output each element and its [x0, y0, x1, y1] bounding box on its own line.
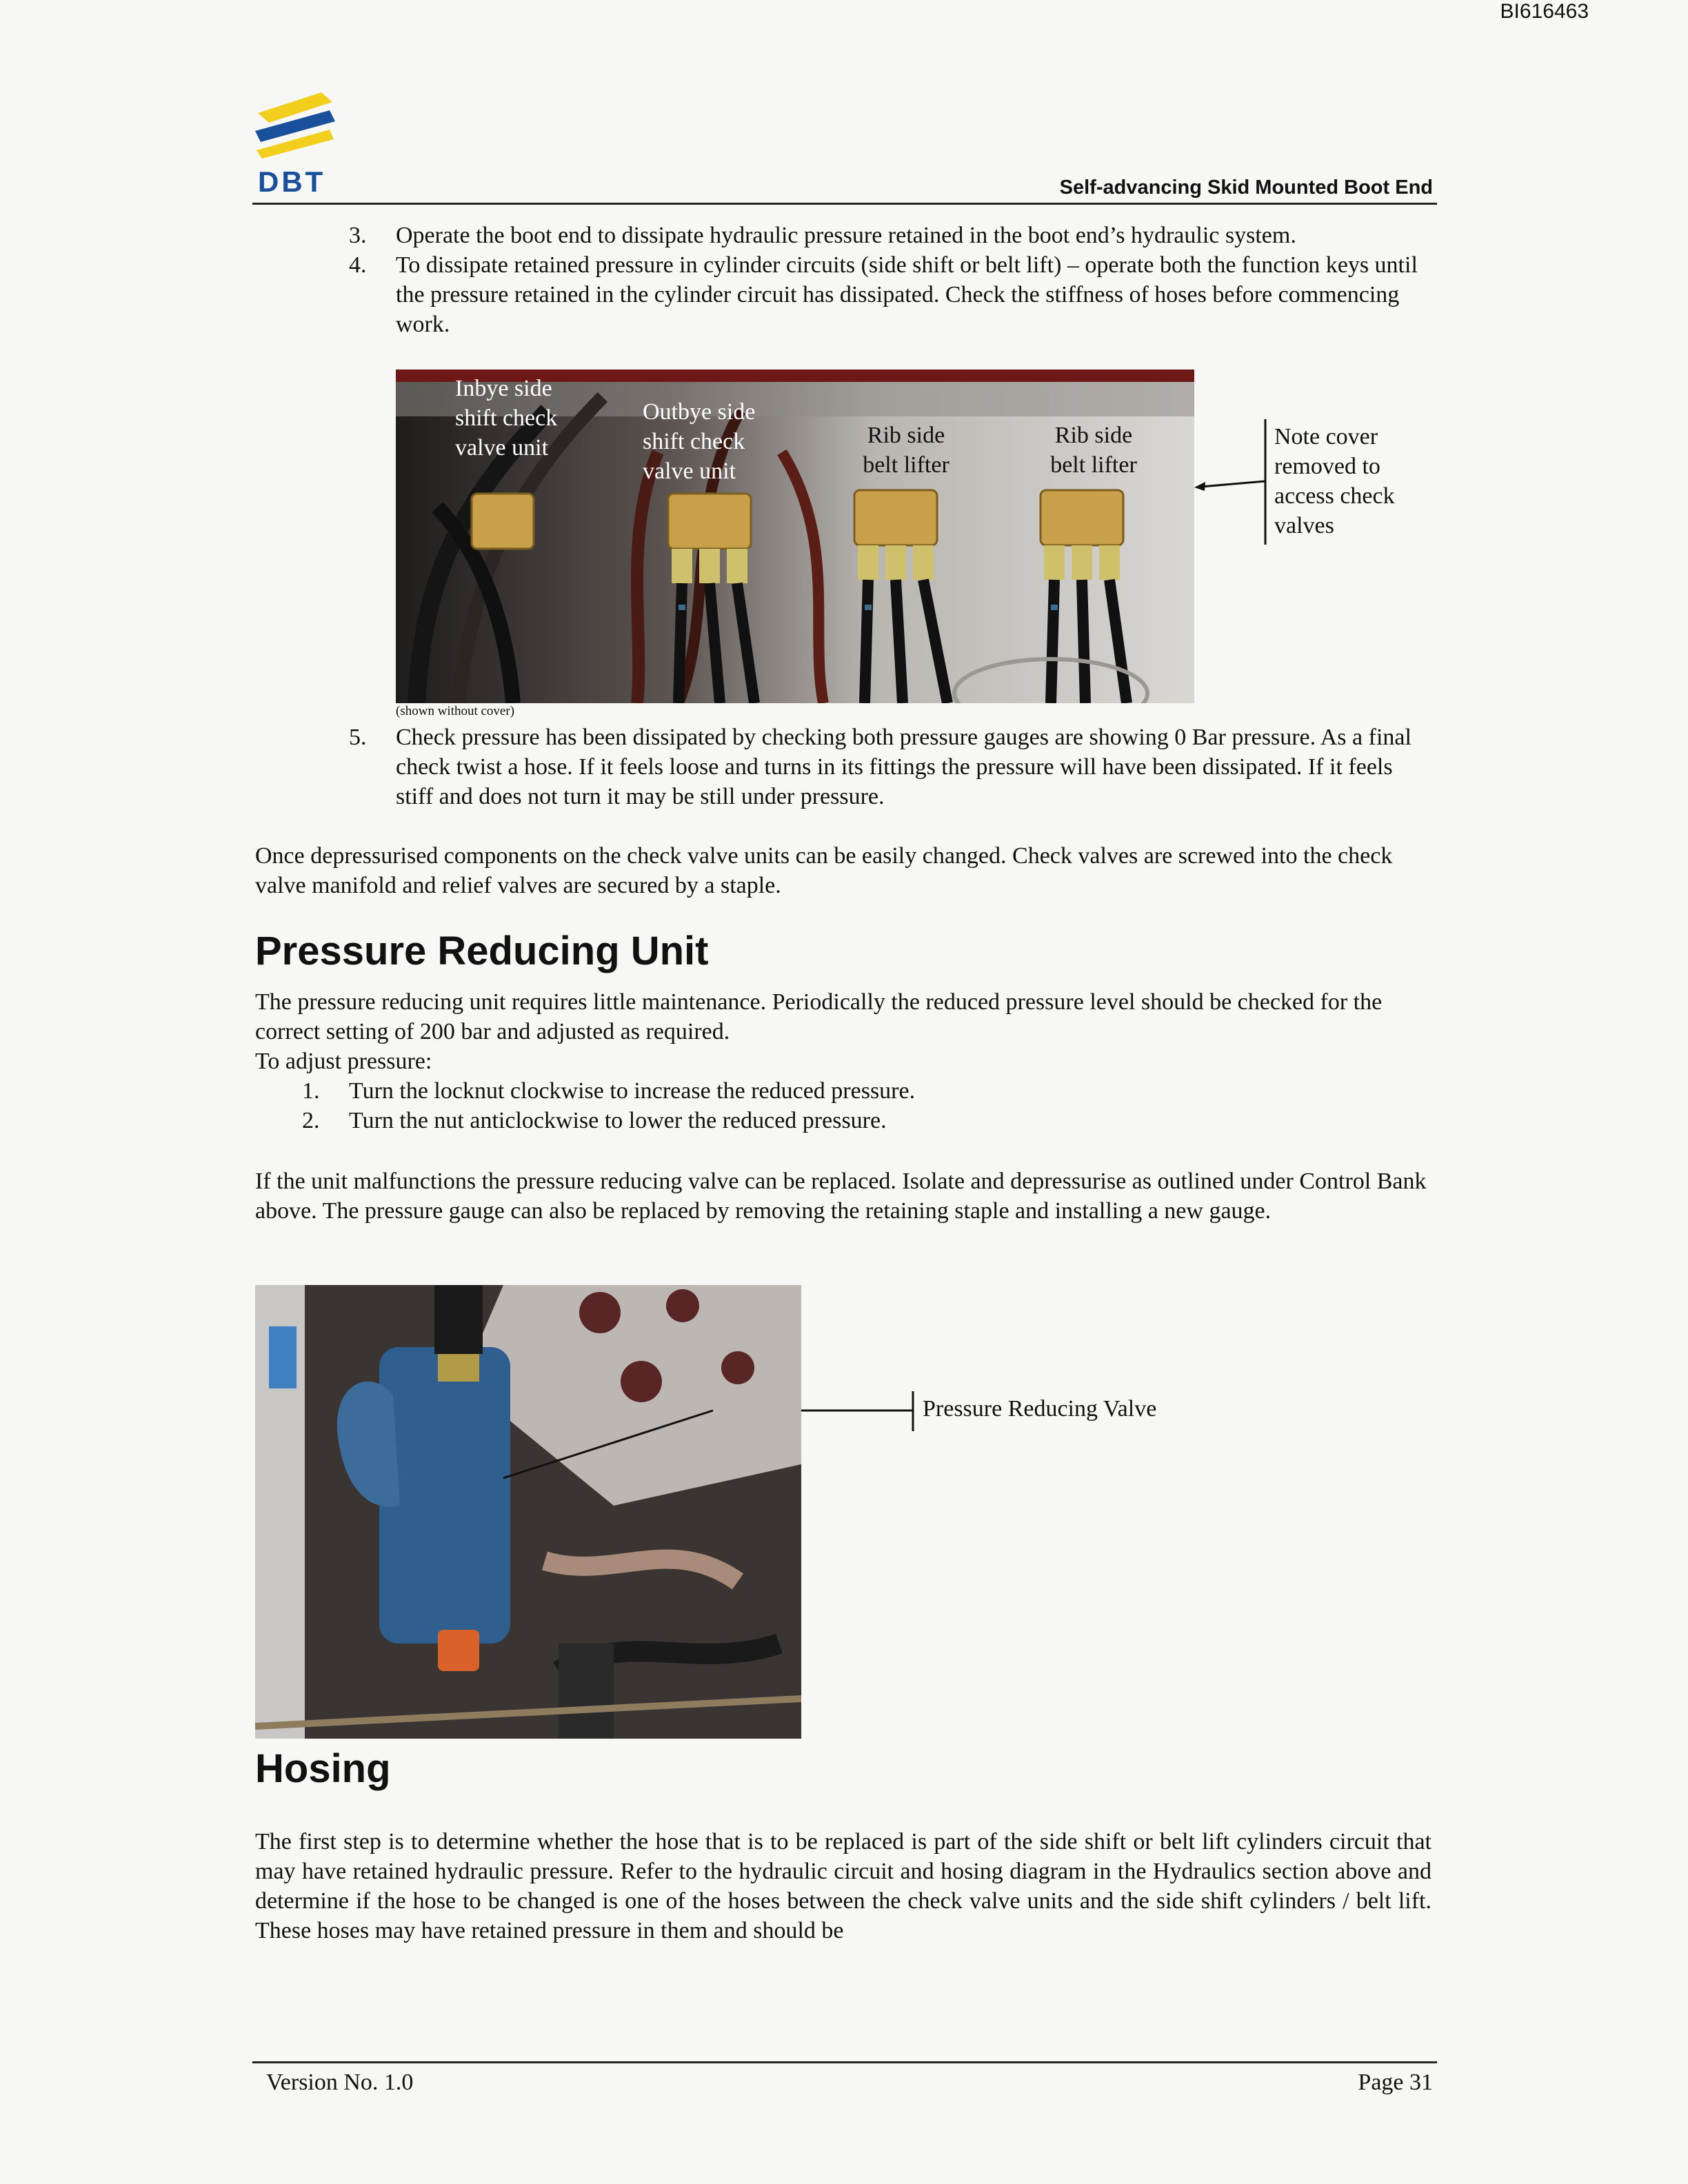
footer-rule — [252, 2061, 1437, 2063]
list-item: 5. Check pressure has been dissipated by checking both pressure gauges are showing 0 Bar pressure. As a final check twist a hose. If it feels loose and turns in its fittings the pressure will have been dissipated. If it feels stiff and does not turn it may be still under pressure. — [349, 725, 1411, 809]
label-rib-side-belt-lifter-2: Rib side belt lifter — [1050, 423, 1137, 478]
paragraph-pru-intro: The pressure reducing unit requires little maintenance. Periodically the reduced pressure level should be checked for the correct setting of 200 bar and adjusted as required. To adjust pressure: 1. Turn the locknut clockwise to increase the reduced pressure. 2. Turn the nut anticlockwise to lower the reduced pressure. — [255, 987, 1427, 1135]
list-item: 1. Turn the locknut clockwise to increase the reduced pressure. — [302, 1078, 916, 1104]
footer-page-number: Page 31 — [1358, 2070, 1433, 2095]
label-inbye-check-valve: Inbye side shift check valve unit — [455, 376, 558, 461]
footer-version: Version No. 1.0 — [266, 2070, 414, 2095]
label-rib-side-belt-lifter-1: Rib side belt lifter — [863, 423, 950, 478]
paragraph-depressurised: Once depressurised components on the check valve units can be easily changed. Check valves are screwed into the check valve manifold and relief valves are secured by a staple. — [255, 843, 1393, 898]
label-outbye-check-valve: Outbye side shift check valve unit — [643, 399, 756, 484]
paragraph-hosing: The first step is to determine whether the hose that is to be replaced is part of the side shift or belt lift cylinders circuit that may have retained hydraulic pressure. Refer to the hydraulic circuit and hosing diagram in the Hydraulics section above and determine if the hose to be changed is one of the hoses between the check valve units and the side shift cylinders / belt lift. These hoses may have retained pressure in them and should be — [255, 1829, 1431, 1943]
prv-callout-line — [801, 1390, 916, 1433]
steps-list-top — [349, 221, 1425, 339]
list-item: 2. Turn the nut anticlockwise to lower the reduced pressure. — [302, 1108, 887, 1133]
section-heading-hosing: Hosing — [255, 1746, 391, 1791]
list-item: 3. Operate the boot end to dissipate hydraulic pressure retained in the boot end’s hydraulic system. — [349, 223, 1296, 248]
paragraph-pru-replace: If the unit malfunctions the pressure reducing valve can be replaced. Isolate and depressurise as outlined under Control Bank above. The pressure gauge can also be replaced by removing the retaining staple and installing a new gauge. — [255, 1169, 1427, 1224]
note-cover-removed: Note cover removed to access check valves — [1274, 424, 1395, 538]
pru-steps-list — [255, 1076, 1427, 1135]
header-title: Self-advancing Skid Mounted Boot End — [1059, 176, 1433, 199]
pressure-reducing-valve-photo — [255, 1285, 801, 1739]
section-heading-pressure-reducing-unit: Pressure Reducing Unit — [255, 929, 709, 973]
document-id: BI616463 — [1500, 0, 1589, 23]
steps-list-step5 — [349, 722, 1425, 811]
list-item: 4. To dissipate retained pressure in cylinder circuits (side shift or belt lift) – operate both the function keys until the pressure retained in the cylinder circuit has dissipated. Check the stiffness of hoses before commencing work. — [349, 252, 1418, 337]
label-pressure-reducing-valve: Pressure Reducing Valve — [923, 1396, 1157, 1422]
note-callout-line — [1193, 418, 1270, 546]
logo-wordmark: DBT — [258, 165, 326, 198]
header-rule — [252, 203, 1437, 205]
figure-caption: (shown without cover) — [396, 704, 515, 718]
